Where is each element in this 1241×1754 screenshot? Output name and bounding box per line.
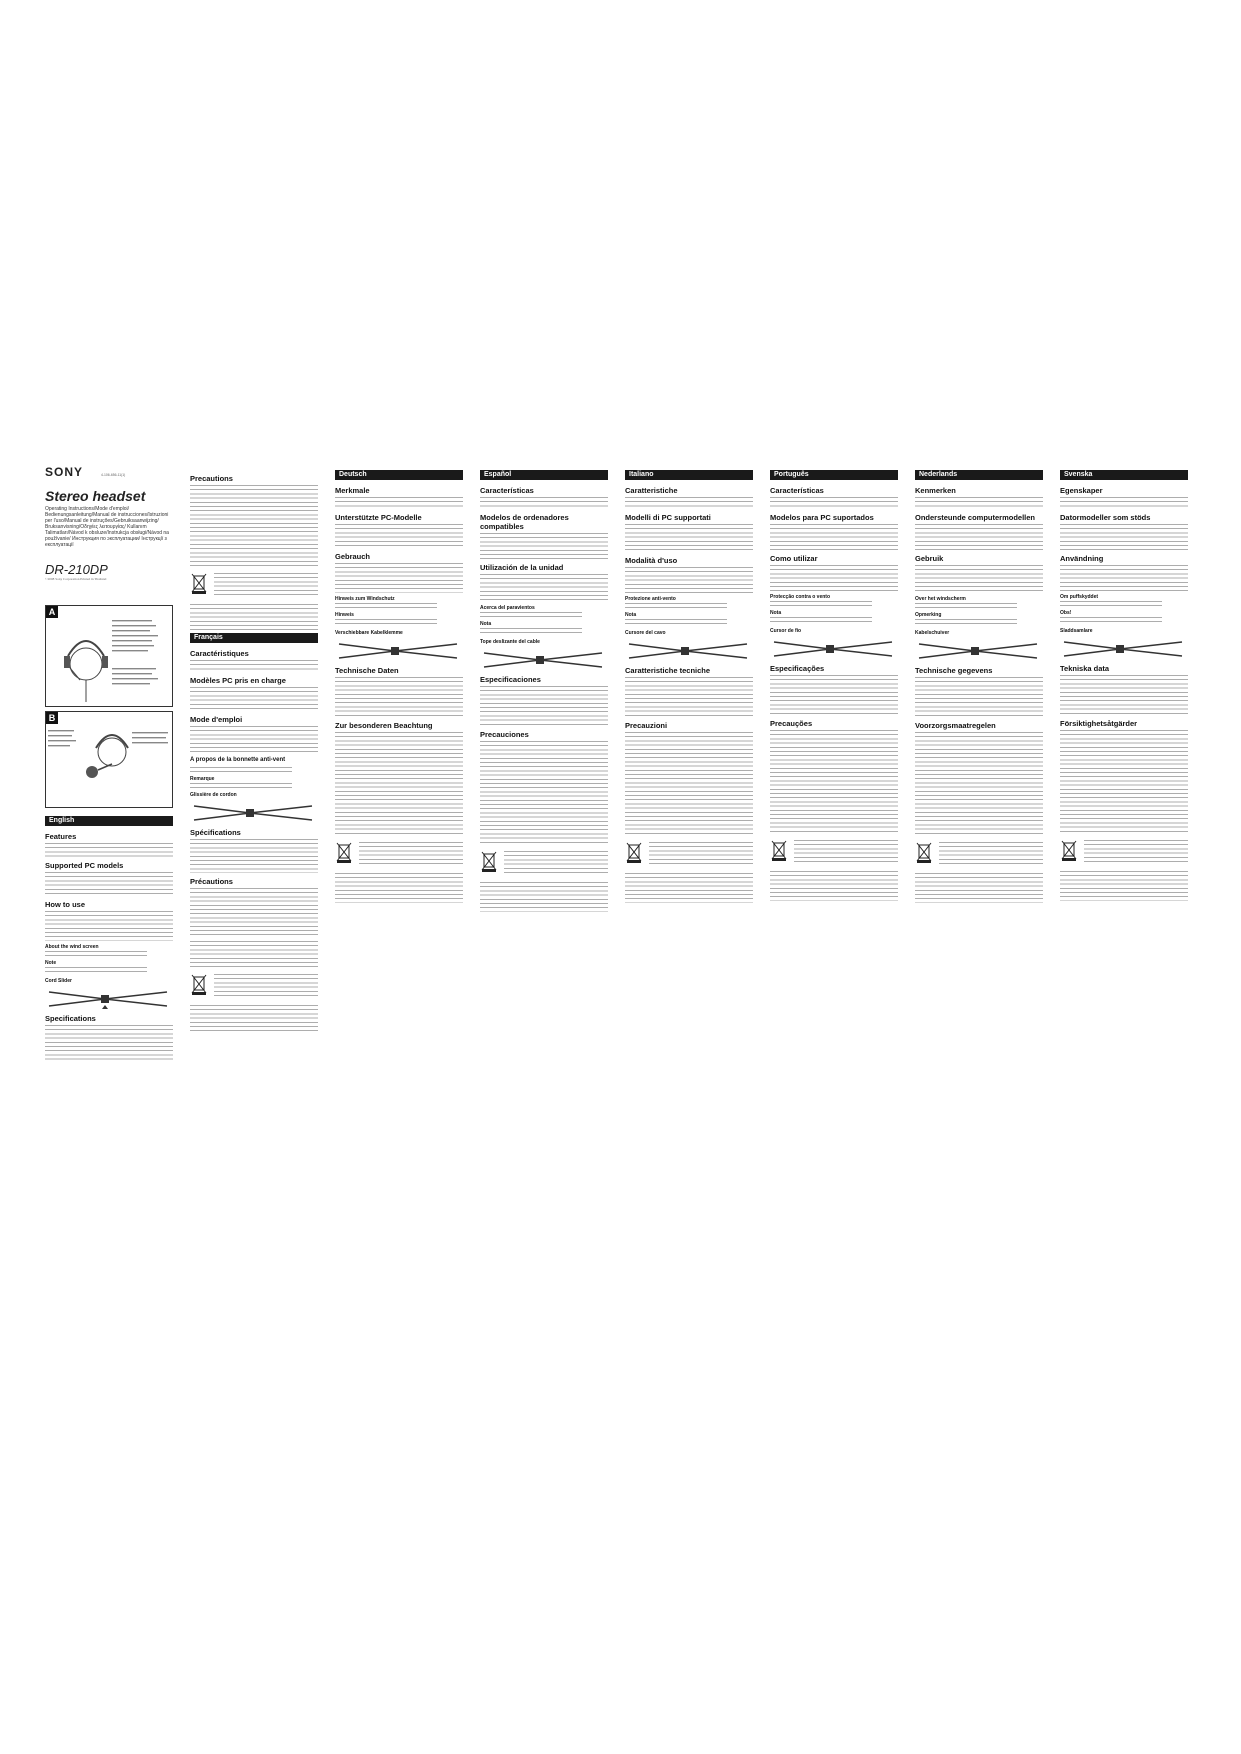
section-header-english: English <box>45 816 173 826</box>
heading-es-caracteristicas: Características <box>480 486 534 495</box>
text-block <box>480 741 608 801</box>
heading-fr-modeles: Modèles PC pris en charge <box>190 676 286 685</box>
crossed-bin-icon <box>335 841 353 863</box>
heading-it-precauzioni: Precauzioni <box>625 721 668 730</box>
section-header-svenska: Svenska <box>1060 470 1188 480</box>
text-block <box>335 873 463 903</box>
text-block <box>1060 675 1188 715</box>
crossed-bin-icon <box>625 841 643 863</box>
heading-nl-kabelschuiver: Kabelschuiver <box>915 630 950 636</box>
deutsch-column <box>335 470 463 906</box>
text-block <box>625 567 753 593</box>
text-block <box>915 603 1017 609</box>
weee-notice <box>480 850 608 876</box>
heading-nl-ondersteunde: Ondersteunde computermodellen <box>915 513 1036 522</box>
text-block <box>480 882 608 912</box>
heading-es-precauciones: Precauciones <box>480 730 529 739</box>
part-number: 4-106-656-11(1) <box>101 473 126 477</box>
model-number: DR-210DP <box>45 562 108 578</box>
section-header-italiano: Italiano <box>625 470 753 480</box>
heading-de-beachtung: Zur besonderen Beachtung <box>335 721 433 730</box>
heading-de-merkmale: Merkmale <box>335 486 370 495</box>
heading-sv-puffskyddet: Om puffskyddet <box>1060 594 1099 600</box>
weee-notice <box>190 973 318 999</box>
text-block <box>480 804 608 844</box>
text-block <box>915 873 1043 903</box>
heading-fr-specifications: Spécifications <box>190 828 241 837</box>
heading-nl-opmerking: Opmerking <box>915 612 942 618</box>
heading-es-tope: Tope deslizante del cable <box>480 639 540 645</box>
text-block <box>1060 524 1188 550</box>
heading-es-paravientos: Acerca del paravientos <box>480 605 535 611</box>
section-header-francais: Français <box>190 633 318 643</box>
heading-sv-obs: Obs! <box>1060 610 1072 616</box>
figure-b <box>45 711 173 808</box>
heading-pt-caracteristicas: Características <box>770 486 824 495</box>
text-block <box>770 524 898 550</box>
heading-pt-utilizar: Como utilizar <box>770 554 818 563</box>
text-block <box>915 795 1043 835</box>
text-block <box>625 619 727 627</box>
heading-how-to-use: How to use <box>45 900 86 910</box>
heading-sv-forsiktighet: Försiktighetsåtgärder <box>1060 719 1138 728</box>
text-block <box>190 839 318 873</box>
text-block <box>335 524 463 548</box>
copyright: ©2008 Sony Corporation Printed in Thailand <box>45 576 107 581</box>
heading-fr-precautions: Précautions <box>190 877 233 886</box>
heading-sv-datormodeller: Datormodeller som stöds <box>1060 513 1151 522</box>
language-list: Operating Instructions/Mode d'emploi/ Bedienungsanleitung/Manual de instrucciones/Istruzioni per l'uso/Manual de instruções/Gebruiksaanwijzing/ Bruksanvisning/Οδηγίες λειτουργίας/ Kullanım Talimatları/Návod k obsluze/Instrukcja obsługi/Návod na používanie/ Инструкция по эксплуатации/ Інструкції з експлуатації <box>45 506 169 549</box>
heading-fr-bonnette: A propos de la bonnette anti-vent <box>190 757 286 763</box>
text-block <box>625 795 753 835</box>
heading-it-cursore: Cursore del cavo <box>625 630 666 636</box>
text-block <box>480 612 582 618</box>
heading-es-utilizacion: Utilización de la unidad <box>480 563 564 572</box>
heading-supported-pc: Supported PC models <box>45 861 124 871</box>
heading-de-pc: Unterstützte PC-Modelle <box>335 513 422 522</box>
figure-b-label: B <box>46 712 58 724</box>
instruction-sheet <box>45 465 1200 1215</box>
text-block <box>190 888 318 938</box>
italiano-column <box>625 470 753 906</box>
text-block <box>1060 793 1188 833</box>
heading-wind-screen: About the wind screen <box>45 944 99 951</box>
cord-slider-illustration <box>480 649 608 671</box>
heading-specifications: Specifications <box>45 1014 96 1024</box>
text-block <box>1060 601 1162 607</box>
heading-fr-mode: Mode d'emploi <box>190 715 243 724</box>
text-block <box>45 843 173 857</box>
text-block <box>770 497 898 509</box>
crossed-bin-icon <box>190 572 208 594</box>
heading-es-especificaciones: Especificaciones <box>480 675 541 684</box>
heading-cord-slider: Cord Slider <box>45 978 72 985</box>
heading-sv-egenskaper: Egenskaper <box>1060 486 1103 495</box>
weee-notice <box>915 841 1043 867</box>
heading-fr-remarque: Remarque <box>190 776 215 782</box>
text-block <box>335 619 437 627</box>
text-block <box>625 873 753 903</box>
cord-slider-illustration <box>45 988 173 1010</box>
text-block <box>1060 617 1162 625</box>
heading-precautions: Precautions <box>190 474 233 483</box>
heading-pt-nota: Nota <box>770 610 782 616</box>
text-block <box>770 617 872 625</box>
text-block <box>915 497 1043 509</box>
text-block <box>190 767 292 773</box>
crossed-bin-icon <box>480 850 498 872</box>
text-block <box>190 941 318 967</box>
text-block <box>190 544 318 566</box>
heading-de-wind: Hinweis zum Windschutz <box>335 596 395 602</box>
text-block <box>190 604 318 630</box>
text-block <box>190 687 318 711</box>
heading-es-modelos: Modelos de ordenadores compatibles <box>480 513 569 531</box>
text-block <box>335 677 463 717</box>
weee-notice <box>770 839 898 865</box>
text-block <box>335 563 463 593</box>
heading-sv-anvandning: Användning <box>1060 554 1104 563</box>
product-title: Stereo headset <box>45 487 146 504</box>
section-header-nederlands: Nederlands <box>915 470 1043 480</box>
text-block <box>625 732 753 792</box>
section-header-deutsch: Deutsch <box>335 470 463 480</box>
text-block <box>335 603 437 609</box>
heading-pt-especificacoes: Especificações <box>770 664 825 673</box>
figure-a <box>45 605 173 707</box>
heading-it-modelli: Modelli di PC supportati <box>625 513 711 522</box>
heading-pt-precaucoes: Precauções <box>770 719 813 728</box>
heading-it-tecniche: Caratteristiche tecniche <box>625 666 711 675</box>
figure-a-label: A <box>46 606 58 618</box>
headset-illustration <box>46 606 172 704</box>
text-block <box>45 951 147 957</box>
heading-it-protezione: Protezione anti-vento <box>625 596 676 602</box>
text-block <box>770 565 898 591</box>
heading-es-nota: Nota <box>480 621 492 627</box>
text-block <box>1060 871 1188 901</box>
heading-pt-modelos: Modelos para PC suportados <box>770 513 874 522</box>
cord-slider-illustration <box>190 802 318 824</box>
heading-pt-cursor: Cursor de fio <box>770 628 802 634</box>
heading-de-daten: Technische Daten <box>335 666 399 675</box>
text-block <box>915 677 1043 717</box>
text-block <box>625 524 753 552</box>
text-block <box>625 603 727 609</box>
text-block <box>625 677 753 717</box>
portugues-column <box>770 470 898 904</box>
text-block <box>45 911 173 941</box>
text-block <box>770 871 898 901</box>
text-block <box>770 730 898 790</box>
text-block <box>480 628 582 636</box>
heading-nl-windscherm: Over het windscherm <box>915 596 966 602</box>
crossed-bin-icon <box>770 839 788 861</box>
heading-it-caratteristiche: Caratteristiche <box>625 486 678 495</box>
cord-slider-illustration <box>335 640 463 662</box>
text-block <box>770 793 898 833</box>
text-block <box>770 601 872 607</box>
heading-pt-proteccao: Protecção contra o vento <box>770 594 831 600</box>
crossed-bin-icon <box>915 841 933 863</box>
heading-note: Note <box>45 960 57 967</box>
cord-slider-illustration <box>770 638 898 660</box>
text-block <box>45 1025 173 1061</box>
cord-slider-illustration <box>625 640 753 662</box>
heading-nl-gegevens: Technische gegevens <box>915 666 993 675</box>
text-block <box>335 732 463 792</box>
text-block <box>190 1005 318 1031</box>
text-block <box>915 524 1043 550</box>
cord-slider-illustration <box>1060 638 1188 660</box>
svenska-column <box>1060 470 1188 904</box>
text-block <box>190 485 318 541</box>
text-block <box>480 574 608 602</box>
weee-notice <box>190 572 318 598</box>
crossed-bin-icon <box>1060 839 1078 861</box>
text-block <box>480 686 608 726</box>
weee-notice <box>625 841 753 867</box>
text-block <box>770 675 898 715</box>
heading-fr-glissiere: Glissière de cordon <box>190 792 237 798</box>
heading-de-gebrauch: Gebrauch <box>335 552 371 561</box>
heading-sv-tekniska: Tekniska data <box>1060 664 1110 673</box>
text-block <box>190 660 318 672</box>
text-block <box>1060 497 1188 509</box>
heading-nl-kenmerken: Kenmerken <box>915 486 956 495</box>
english-french-column <box>190 470 318 1034</box>
heading-nl-gebruik: Gebruik <box>915 554 944 563</box>
wind-screen-illustration <box>46 712 172 805</box>
weee-notice <box>335 841 463 867</box>
cover-column <box>45 465 173 1064</box>
section-header-espanol: Español <box>480 470 608 480</box>
heading-it-modalita: Modalità d'uso <box>625 556 678 565</box>
text-block <box>915 619 1017 627</box>
heading-de-kabel: Verschiebbare Kabelklemme <box>335 630 403 636</box>
section-header-portugues: Português <box>770 470 898 480</box>
text-block <box>915 565 1043 593</box>
heading-nl-voorzorg: Voorzorgsmaatregelen <box>915 721 996 730</box>
heading-features: Features <box>45 832 77 842</box>
weee-notice <box>1060 839 1188 865</box>
text-block <box>45 967 147 975</box>
crossed-bin-icon <box>190 973 208 995</box>
espanol-column <box>480 470 608 915</box>
brand-logo: SONY <box>45 465 84 479</box>
cord-slider-illustration <box>915 640 1043 662</box>
text-block <box>335 795 463 835</box>
text-block <box>1060 565 1188 591</box>
text-block <box>480 497 608 509</box>
heading-it-nota: Nota <box>625 612 637 618</box>
text-block <box>915 732 1043 792</box>
text-block <box>1060 730 1188 790</box>
text-block <box>625 497 753 509</box>
text-block <box>190 783 292 789</box>
nederlands-column <box>915 470 1043 906</box>
text-block <box>335 497 463 509</box>
heading-sv-sladdsamlare: Sladdsamlare <box>1060 628 1093 634</box>
text-block <box>45 872 173 896</box>
text-block <box>190 726 318 752</box>
text-block <box>480 533 608 559</box>
heading-de-hinweis: Hinweis <box>335 612 354 618</box>
heading-fr-caracteristiques: Caractéristiques <box>190 649 249 658</box>
